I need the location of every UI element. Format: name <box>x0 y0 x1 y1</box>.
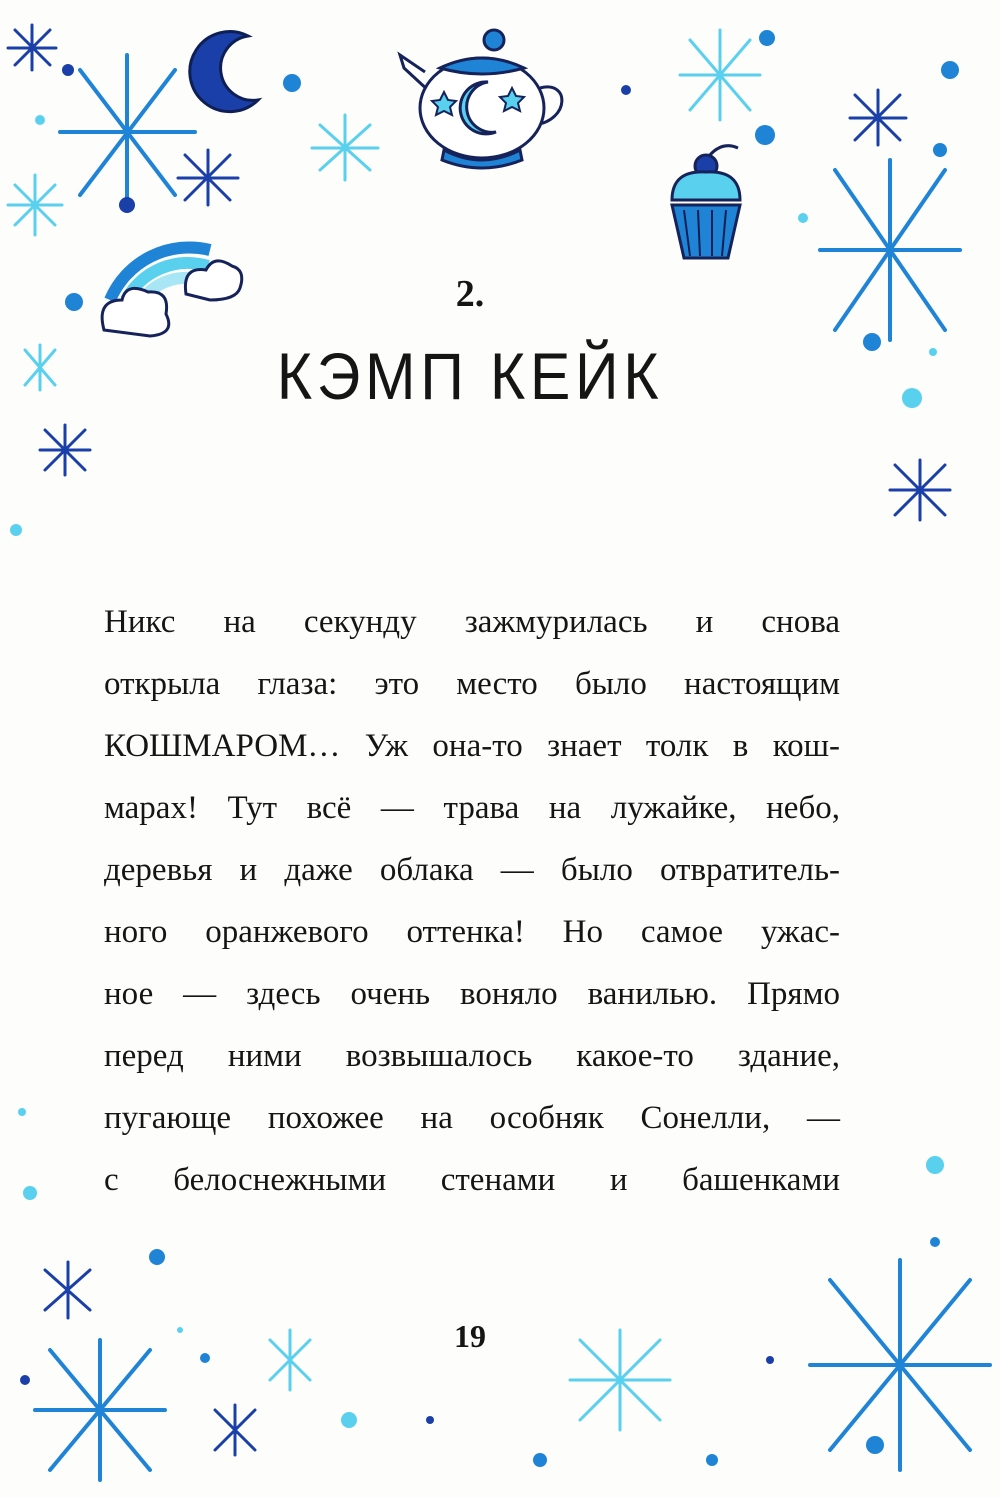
page-number: 19 <box>454 1318 486 1354</box>
text-line: ное — здесь очень воняло ванилью. Прямо <box>104 976 840 1012</box>
teapot-icon <box>400 30 562 168</box>
chapter-number: 2. <box>455 273 485 315</box>
text-line: ного оранжевого оттенка! Но самое ужас- <box>104 914 840 950</box>
text-line: деревья и даже облака — было отвратитель- <box>104 852 840 888</box>
body-text <box>104 591 840 1211</box>
cupcake-icon <box>672 146 740 258</box>
text-line: перед ними возвышалось какое-то здание, <box>104 1038 840 1074</box>
crescent-moon-icon <box>190 32 258 112</box>
text-line: пугающе похожее на особняк Сонелли, — <box>104 1100 840 1136</box>
text-line: Никс на секунду зажмурилась и снова <box>104 604 840 640</box>
text-line: открыла глаза: это место было настоящим <box>104 666 840 702</box>
text-line: КОШМАРОМ… Уж она-то знает толк в кош- <box>104 728 840 764</box>
chapter-title: КЭМП КЕЙК <box>276 339 664 413</box>
text-line: марах! Тут всё — трава на лужайке, небо, <box>104 790 840 826</box>
text-line: с белоснежными стенами и башенками <box>104 1162 840 1198</box>
